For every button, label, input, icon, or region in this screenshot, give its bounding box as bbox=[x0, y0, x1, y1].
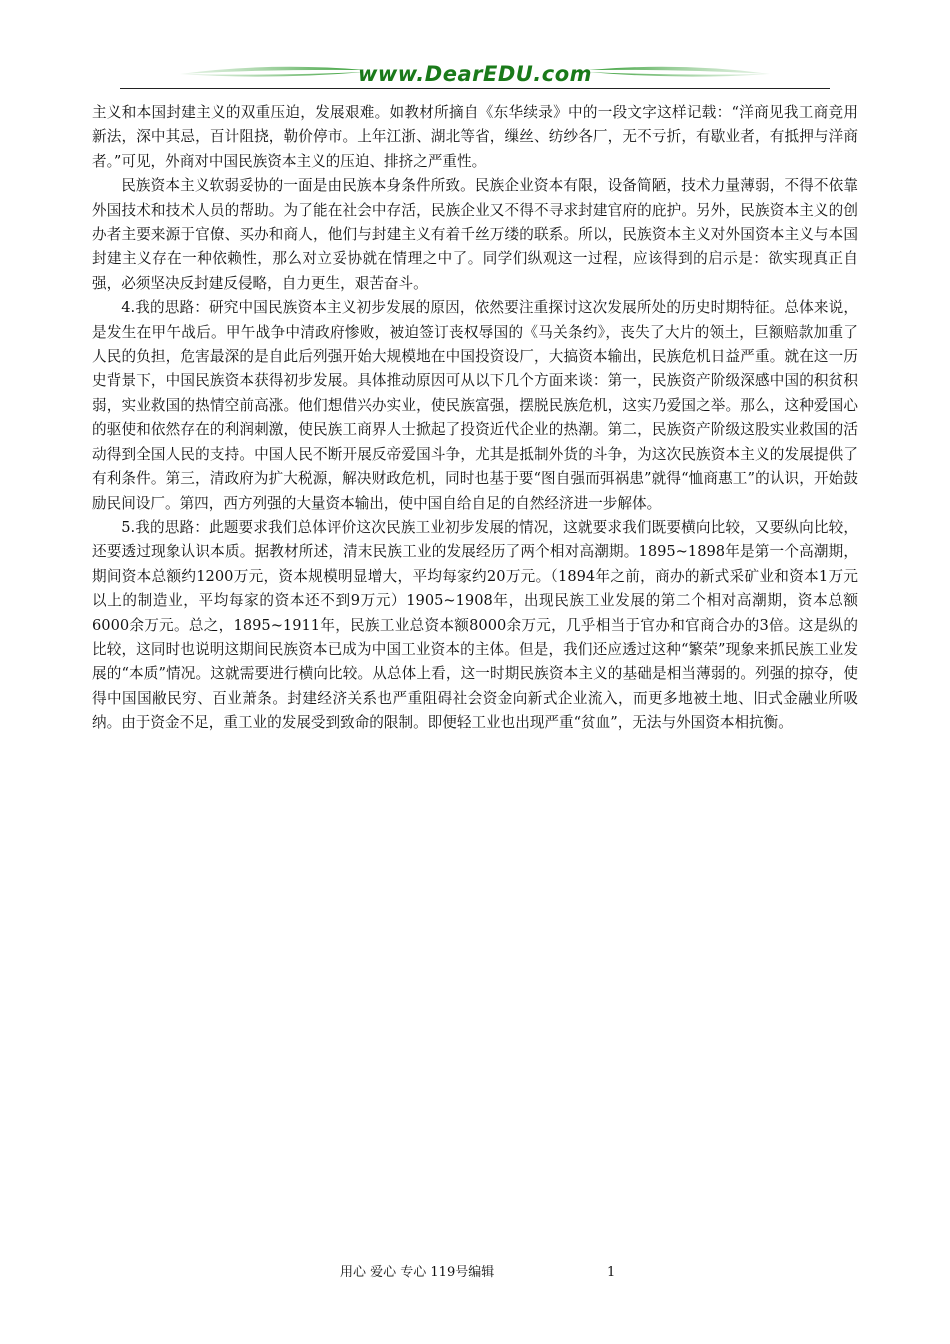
page-header bbox=[120, 58, 830, 98]
site-logo bbox=[120, 62, 830, 86]
header-rule bbox=[120, 88, 830, 89]
page-number: 1 bbox=[607, 1265, 616, 1280]
paragraph-3: 4.我的思路：研究中国民族资本主义初步发展的原因，依然要注重探讨这次发展所处的历史时期特征。总体来说，是发生在甲午战后。甲午战争中清政府惨败，被迫签订丧权辱国的《马关条约》，丧失了大片的领土，巨额赔款加重了人民的负担，危害最深的是自此后列强开始大规模地在中国投资设厂，大搞资本输出，民族危机日益严重。就在这一历史背景下，中国民族资本获得初步发展。具体推动原因可从以下几个方面来谈：第一，民族资产阶级深感中国的积贫积弱，实业救国的热情空前高涨。他们想借兴办实业，使民族富强，摆脱民族危机，这实乃爱国之举。那么，这种爱国心的驱使和依然存在的利润刺激，使民族工商界人士掀起了投资近代企业的热潮。第二，民族资产阶级这股实业救国的活动得到全国人民的支持。中国人民不断开展反帝爱国斗争，尤其是抵制外货的斗争，为这次民族资本主义的发展提供了有利条件。第三，清政府为扩大税源，解决财政危机，同时也基于要“图自强而弭祸患”就得“恤商惠工”的认识，开始鼓励民间设厂。第四，西方列强的大量资本输出，使中国自给自足的自然经济进一步解体。 bbox=[92, 299, 858, 512]
paragraph-2: 民族资本主义软弱妥协的一面是由民族本身条件所致。民族企业资本有限，设备简陋，技术力量薄弱，不得不依靠外国技术和技术人员的帮助。为了能在社会中存活，民族企业又不得不寻求封建官府的庇护。另外，民族资本主义的创办者主要来源于官僚、买办和商人，他们与封建主义有着千丝万缕的联系。所以，民族资本主义对外国资本主义与本国封建主义存在一种依赖性，那么对立妥协就在情理之中了。同学们纵观这一过程，应该得到的启示是：欲实现真正自强，必须坚决反封建反侵略，自力更生，艰苦奋斗。 bbox=[92, 177, 858, 292]
site-logo-text: www.DearEDU.com bbox=[357, 62, 593, 86]
footer-text: 用心 爱心 专心 119号编辑 bbox=[340, 1265, 495, 1280]
paragraph-4: 5.我的思路：此题要求我们总体评价这次民族工业初步发展的情况，这就要求我们既要横向比较，又要纵向比较，还要透过现象认识本质。据教材所述，清末民族工业的发展经历了两个相对高潮期。1895~1898年是第一个高潮期，期间资本总额约1200万元，资本规模明显增大，平均每家约20万元。（1894年之前，商办的新式采矿业和资本1万元以上的制造业，平均每家的资本还不到9万元）1905~1908年，出现民族工业发展的第二个相对高潮期，资本总额6000余万元。总之，1895~1911年，民族工业总资本额8000余万元，几乎相当于官办和官商合办的3倍。这是纵的比较，这同时也说明这期间民族资本已成为中国工业资本的主体。但是，我们还应透过这种“繁荣”现象来抓民族工业发展的“本质”情况。这就需要进行横向比较。从总体上看，这一时期民族资本主义的基础是相当薄弱的。列强的掠夺，使得中国国敝民穷、百业萧条。封建经济关系也严重阻碍社会资金向新式企业流入，而更多地被土地、旧式金融业所吸纳。由于资金不足，重工业的发展受到致命的限制。即便轻工业也出现严重“贫血”，无法与外国资本相抗衡。 bbox=[92, 518, 858, 732]
paragraph-1: 主义和本国封建主义的双重压迫，发展艰难。如教材所摘自《东华续录》中的一段文字这样记载：“洋商见我工商竞用新法，深中其忌，百计阻挠，勒价停市。上年江浙、湖北等省，缫丝、纺纱各厂，无不亏折，有歇业者，有抵押与洋商者。”可见，外商对中国民族资本主义的压迫、排挤之严重性。 bbox=[92, 104, 858, 170]
document-body bbox=[92, 101, 858, 736]
